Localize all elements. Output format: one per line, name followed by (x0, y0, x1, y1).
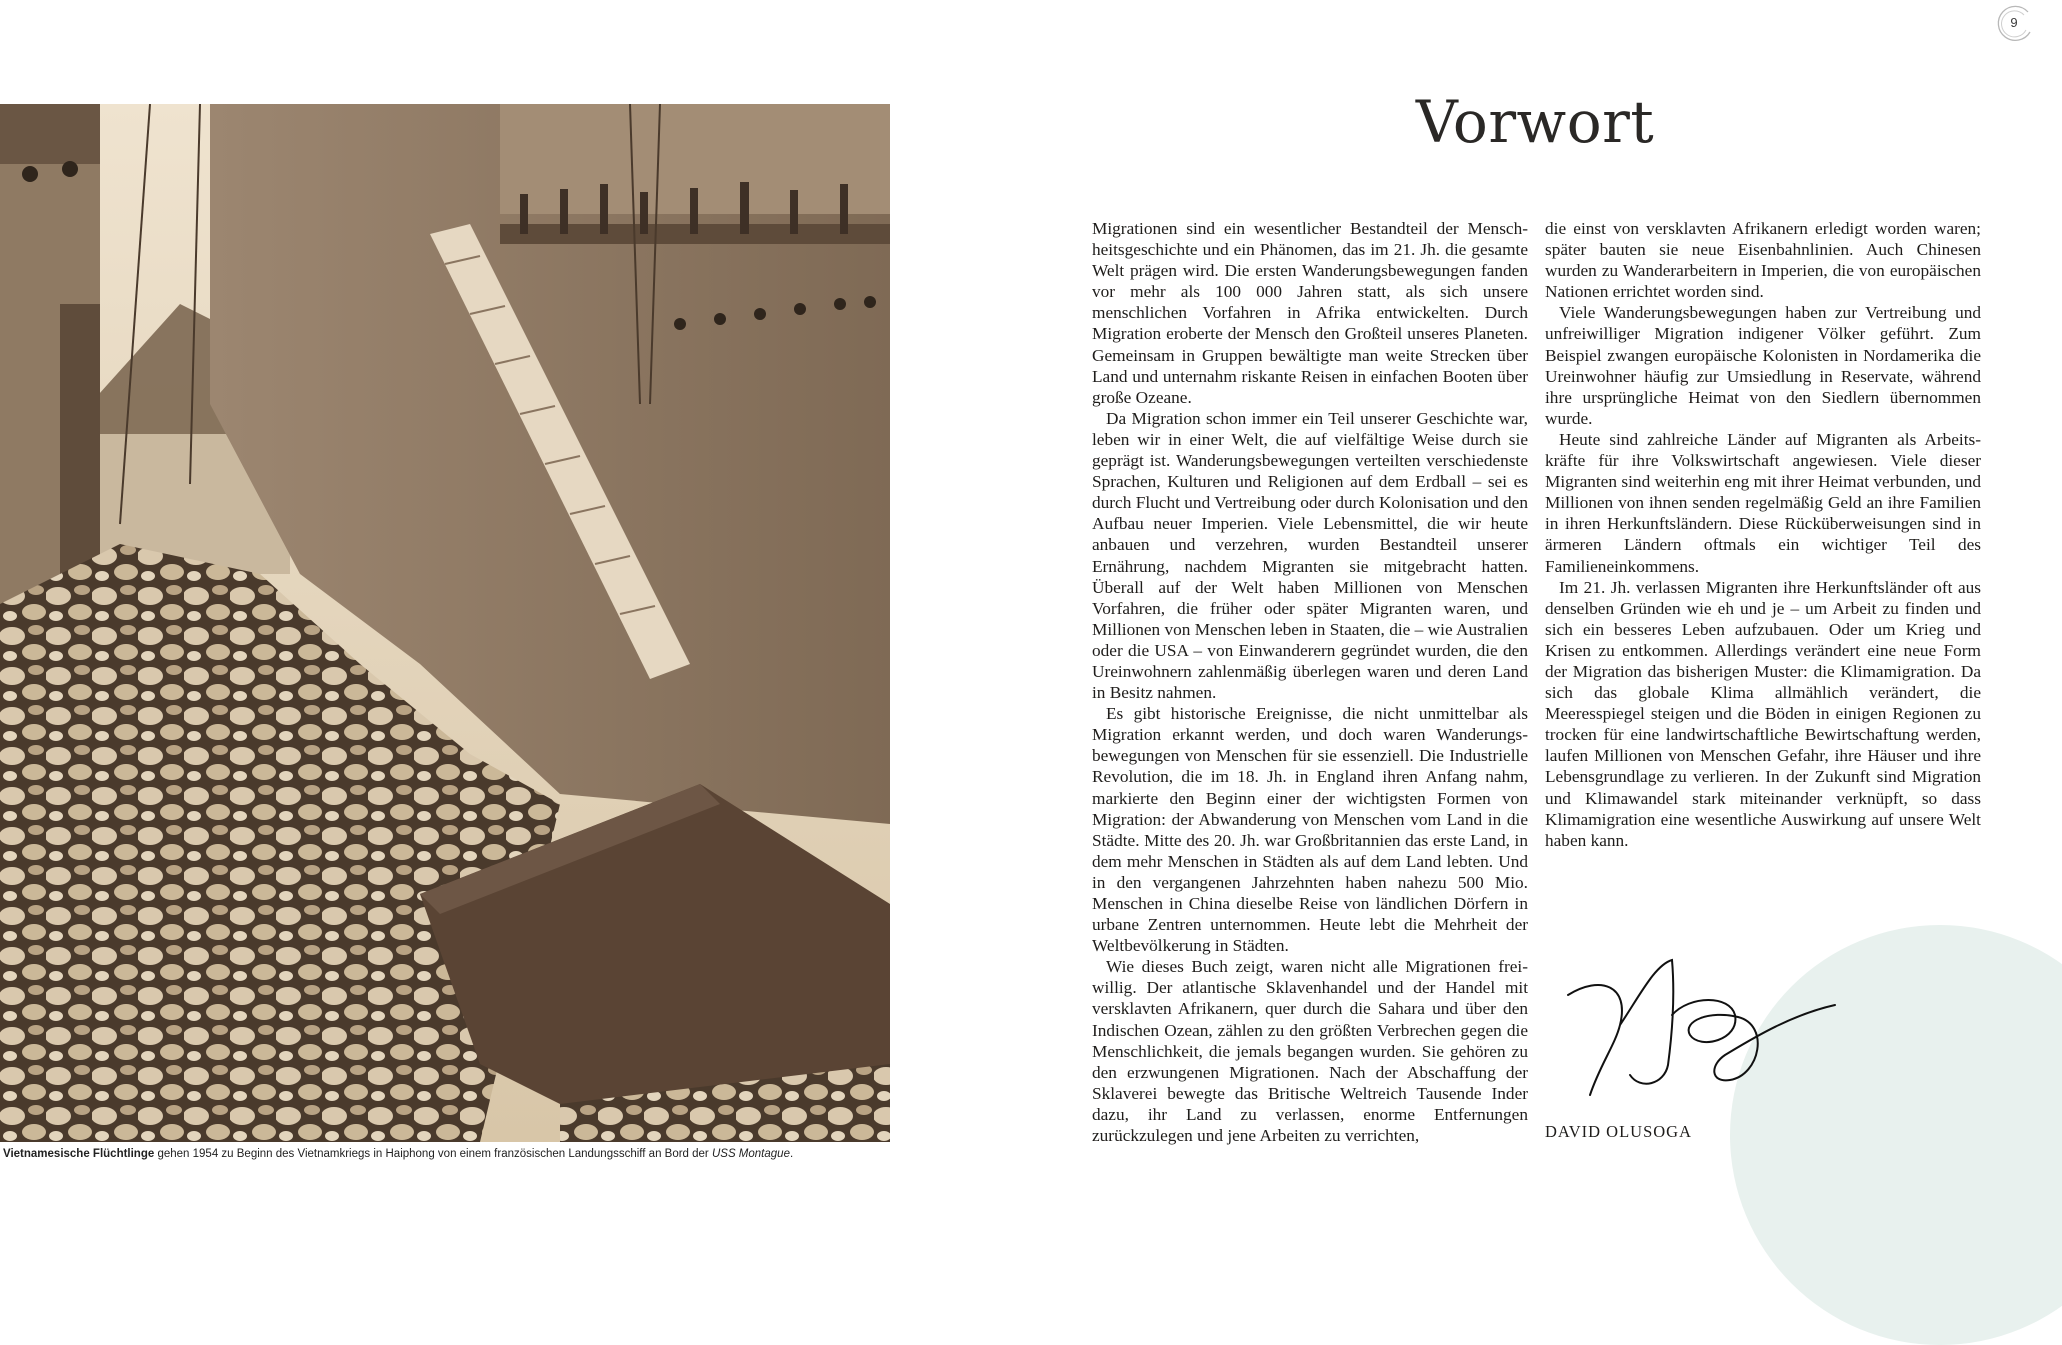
caption-text: gehen 1954 zu Beginn des Vietnamkriegs in Haiphong von einem französischen Landungsschiff an Bord der (154, 1148, 712, 1160)
paragraph: Heute sind zahlreiche Länder auf Migranten als Arbeitskräfte für ihre Volkswirtschaft angewiesen. Viele dieser Migranten sind weiterhin eng mit ihrer Heimat verbunden, und Millionen von ihnen senden regelmäßig Geld an ihre Familien in ihren Herkunftsländern. Diese Rücküberweisungen sind in ärmeren Ländern oftmals ein wichtiger Teil des Familieneinkommens. (1545, 429, 1981, 576)
paragraph: Wie dieses Buch zeigt, waren nicht alle Migrationen freiwillig. Der atlantische Sklavenhandel und der Handel mit versklavten Afrikanern, quer durch die Sahara und über den Indischen Ozean, zählen zu den größten Verbrechen gegen die Menschlichkeit, die jemals begangen wurden. Sie gehören zu den erzwungenen Migrationen. Nach der Abschaffung der Sklaverei bewegte das Britische Weltreich Tausende Inder dazu, ihr Land zu verlassen, enorme Entfernungen zurückzulegen und jene Arbeiten zu verrichten, (1092, 957, 1528, 1146)
page-number-badge (1992, 2, 2036, 46)
photo-caption (3, 1148, 883, 1160)
caption-bold: Vietnamesische Flüchtlinge (3, 1148, 155, 1160)
refugee-ship-photo (0, 104, 890, 1142)
author-name: DAVID OLUSOGA (1545, 1122, 1692, 1141)
paragraph: Da Migration schon immer ein Teil unserer Geschichte war, leben wir in einer Welt, die auf vielfältige Weise durch sie geprägt ist. Wanderungsbewegungen verteilten verschiedenste Sprachen, Kulturen und Religionen auf dem Erdball – sei es durch Flucht und Vertreibung oder durch Kolonisation und den Aufbau neuer Imperien. Viele Lebensmittel, die wir heute anbauen und verzehren, wurden Bestandteil unserer Ernährung, nachdem Migranten sie mitgebracht hatten. Überall auf der Welt haben Millionen von Menschen Vorfahren, die früher oder später Migranten waren, und Millionen von Menschen leben in Staaten, die – wie Australien oder die USA – von Einwanderern gegründet wurden, die den Ureinwohnern zahlenmäßig überlegen waren und deren Land in Besitz nahmen. (1092, 408, 1528, 703)
caption-italic: USS Montague (711, 1148, 790, 1160)
paragraph: Migrationen sind ein wesentlicher Bestandteil der Menschheitsgeschichte und ein Phänomen, das im 21. Jh. die gesamte Welt prägen wird. Die ersten Wanderungsbewegungen fanden vor mehr als 100 000 Jahren statt, als sich unsere menschlichen Vorfahren in Afrika entwickelten. Durch Migration eroberte der Mensch den Großteil unseres Planeten. Gemeinsam in Gruppen bewältigte man weite Strecken über Land und unternahm riskante Reisen in einfachen Booten über große Ozeane. (1092, 219, 1528, 407)
paragraph: Es gibt historische Ereignisse, die nicht unmittelbar als Migration erkannt werden, und doch waren Wanderungsbewegungen von Menschen für sie essenziell. Die Industrielle Revolution, die im 18. Jh. in England ihren Anfang nahm, markierte den Beginn einer der wichtigsten Formen von Migration: der Abwanderung von Menschen vom Land in die Städte. Mitte des 20. Jh. war Großbritannien das erste Land, in dem mehr Menschen in Städten als auf dem Land lebten. Und in den vergangenen Jahrzehnten haben nahezu 500 Mio. Menschen in China dieselbe Reise von ländlichen Dörfern in urbane Zentren unternommen. Heute lebt die Mehrheit der Weltbevölkerung in Städten. (1092, 704, 1528, 956)
paragraph: Viele Wanderungsbewegungen haben zur Vertreibung und unfreiwilliger Migration indigener Völker geführt. Zum Beispiel zwangen europäische Kolonisten in Nordamerika die Ureinwohner häufig zur Umsiedlung in Reservate, während ihre ursprüngliche Heimat von den Siedlern übernommen wurde. (1545, 303, 1981, 428)
paragraph: die einst von versklavten Afrikanern erledigt worden waren; später bauten sie neue Eisenbahnlinien. Auch Chinesen wurden zu Wanderarbeitern in Imperien, die von europäischen Nationen errichtet worden sind. (1545, 219, 1981, 302)
page-number: 9 (2010, 15, 2018, 30)
signature-image (1560, 955, 1840, 1105)
caption-end: . (789, 1148, 794, 1160)
text-column-left (1092, 218, 1528, 1146)
paragraph: Im 21. Jh. verlassen Migranten ihre Herkunftsländer oft aus denselben Gründen wie eh und je – um Arbeit zu finden und sich ein besseres Leben aufzubauen. Oder um Krieg und Krisen zu entkommen. Allerdings verändert eine neue Form der Migration das bisherigen Muster: die Klimamigration. Da sich das globale Klima allmählich verändert, die Meeresspiegel steigen und die Böden in einigen Regionen zu trocken für eine landwirtschaftliche Bewirtschaftung werden, laufen Millionen von Menschen Gefahr, ihre Häuser und ihre Lebensgrundlage zu verlieren. In der Zukunft sind Migration und Klimawandel stark miteinander verknüpft, so dass Klimamigration eine wesentliche Auswirkung auf unsere Welt haben kann. (1545, 577, 1981, 850)
text-column-right (1545, 218, 1981, 851)
page-title: Vorwort (1415, 88, 1655, 156)
